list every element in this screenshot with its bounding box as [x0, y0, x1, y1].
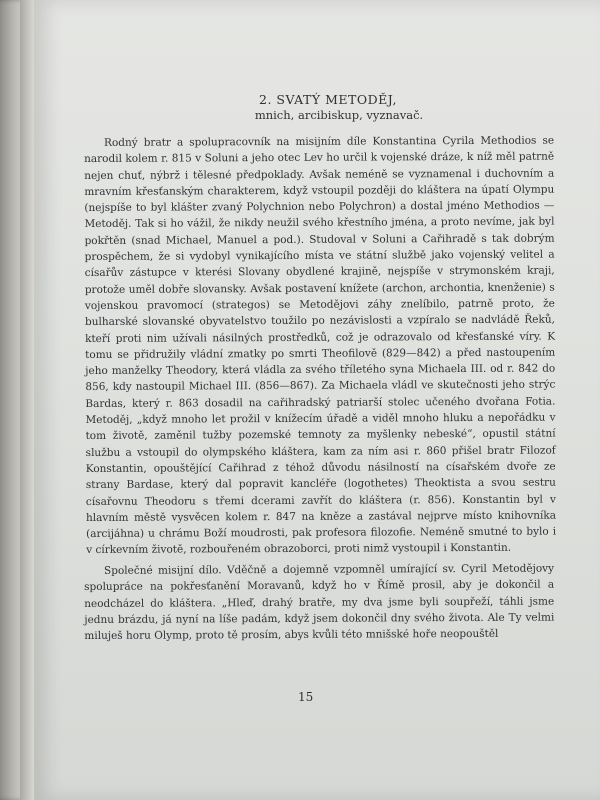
book-page	[34, 0, 600, 800]
paragraph-methodius-bio: Rodný bratr a spolupracovník na misijním díle Konstantina Cyrila Methodios se narodil kolem r. 815 v Soluni a jeho otec Lev ho určil k vojenské dráze, k níž měl patrně nejen chuť, nýbrž i tělesné předpoklady. Avšak neméně se vyznamenal i duchovním a mravním křesťanským charakterem, když vstoupil později do kláštera na úpatí Olympu (nejspíše to byl klášter zvaný Polychnion nebo Polychron) a dostal jméno Methodios — Metoděj. Tak si ho vážil, že nikdy neužil svého křestního jména, a proto nevíme, jak byl pokřtěn (snad Michael, Manuel a pod.). Studoval v Soluni a Cařihradě s tak dobrým prospěchem, že si vydobyl vynikajícího místa ve státní službě jako vojenský velitel a císařův zástupce v kterési Slovany obydlené krajině, nejspíše v strymonském kraji, protože uměl dobře slovansky. Avšak postavení knížete (archon, archontia, knenženie) s vojenskou pravomocí (strategos) se Metodějovi záhy znelíbilo, patrně proto, že bulharské slovanské obyvatelstvo toužilo po nezávislosti a vzpíralo se nadvládě Řeků, kteří proti nim užívali násilných prostředků, což je odrazovalo od křesťanské víry. K tomu se přidružily vládní zmatky po smrti Theofilově (829—842) a před nastoupením jeho manželky Theodory, která vládla za svého tříletého syna Michaela III. od r. 842 do 856, kdy nastoupil Michael III. (856—867). Za Michaela vládl ve skutečnosti jeho strýc Bardas, který r. 863 dosadil na cařihradský patriarší stolec učeného dvořana Fotia. Metoděj, „když mnoho let prožil v knížecím úřadě a viděl mnoho hluku a nepořádku v tom životě, zaměnil tužby pozemské temnoty za myšlenky nebeské“, opustil státní službu a vstoupil do olympského kláštera, kam za ním asi r. 860 přišel bratr Filozof Konstantin, opouštějící Cařihrad z téhož důvodu násilností na císařském dvoře ze strany Bardase, který dal popravit kancléře (logothetes) Theoktista a svou sestru císařovnu Theodoru s třemi dcerami zavřít do kláštera (r. 856). Konstantin byl v hlavním městě vysvěcen kolem r. 847 na kněze a zastával nejprve místo knihovníka (arcijáhna) u chrámu Boží moudrosti, pak profesora filozofie. Neméně smutné to bylo i v církevním životě, rozbouřeném obrazoborci, proti nimž vystoupil i Konstantin.	[84, 134, 557, 557]
page-number: 15	[298, 690, 314, 704]
chapter-heading: 2. SVATÝ METODĚJ,	[259, 92, 397, 107]
paragraph-joint-mission: Společné misijní dílo. Vděčně a dojemně vzpomněl umírající sv. Cyril Metodějovy spolupráce na pokřesťanění Moravanů, když ho v Římě prosil, aby je dokončil a neodcházel do kláštera. „Hleď, drahý bratře, my dva jsme byli soupřeží, táhli jsme jednu brázdu, já nyní na líše padám, když jsem dokončil dny svého života. Ale Ty velmi miluješ horu Olymp, proto tě prosím, abys kvůli této mnišské hoře neopouštěl	[84, 562, 555, 642]
chapter-subheading: mnich, arcibiskup, vyznavač.	[254, 108, 424, 122]
page-content	[84, 92, 557, 644]
